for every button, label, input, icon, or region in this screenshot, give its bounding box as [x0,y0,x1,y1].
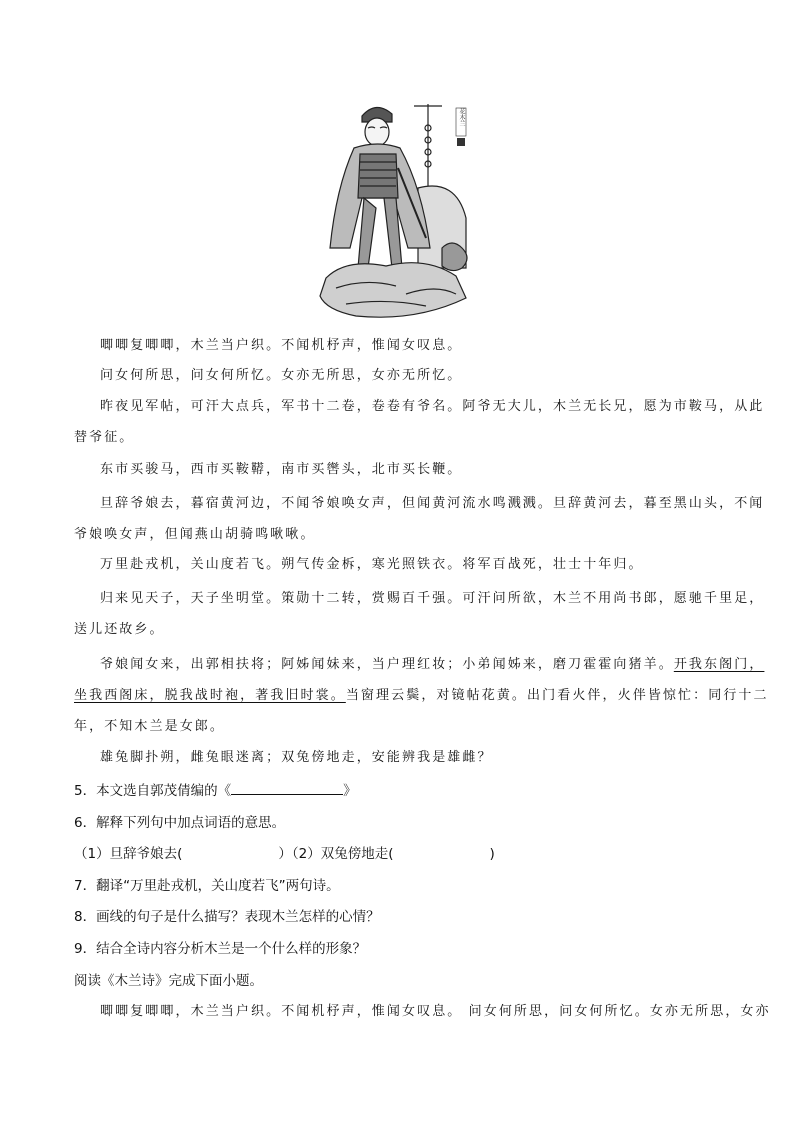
poem-line: 年，不知木兰是女郎。 [74,719,226,734]
question-6: 6．解释下列句中加点词语的意思。 [74,815,286,831]
question-5-suffix: 》 [343,783,357,799]
poem-text: 爷娘闻女来，出郭相扶将；阿姊闻妹来，当户理红妆；小弟闻姊来，磨刀霍霍向猪羊。 [100,657,674,672]
poem-line: 替爷征。 [74,430,135,445]
poem-line: 旦辞爷娘去，暮宿黄河边，不闻爷娘唤女声，但闻黄河流水鸣溅溅。旦辞黄河去，暮至黑山头，不闻 [100,496,765,511]
section-intro: 阅读《木兰诗》完成下面小题。 [74,973,263,989]
poem-line: 雄兔脚扑朔，雌兔眼迷离；双兔傍地走，安能辨我是雄雌？ [100,750,493,765]
question-6-part-1: （1）旦辞爷娘去( [74,846,183,862]
poem-line: 爷娘唤女声，但闻燕山胡骑鸣啾啾。 [74,527,316,542]
underlined-sentence: 坐我西阁床，脱我战时袍，著我旧时裳。 [74,688,346,703]
poem-line: 昨夜见军帖，可汗大点兵，军书十二卷，卷卷有爷名。阿爷无大儿，木兰无长兄，愿为市鞍马，从此 [100,399,765,414]
poem-line: 唧唧复唧唧，木兰当户织。不闻机杼声，惟闻女叹息。 问女何所思，问女何所忆。女亦无所思，女亦 [100,1004,771,1019]
poem-line: 东市买骏马，西市买鞍鞯，南市买辔头，北市买长鞭。 [100,462,463,477]
poem-text: 当窗理云鬓，对镜帖花黄。出门看火伴，火伴皆惊忙：同行十二 [345,688,769,703]
question-6-parts [74,845,495,863]
answer-blank[interactable] [231,782,343,795]
illustration-caption: 花木兰 [458,108,465,126]
question-6-close: ) [489,846,495,862]
poem-line: 送儿还故乡。 [74,622,165,637]
question-7: 7．翻译“万里赴戎机，关山度若飞”两句诗。 [74,878,340,894]
question-6-part-2: ）（2）双兔傍地走( [278,846,394,862]
poem-line [100,657,764,673]
poem-line: 问女何所思，问女何所忆。女亦无所思，女亦无所忆。 [100,368,463,383]
underlined-sentence: 开我东阁门， [673,657,765,672]
question-5-text: 5．本文选自郭茂倩编的《 [74,783,232,799]
poem-line [74,688,769,704]
question-5 [74,782,357,800]
poem-line: 归来见天子，天子坐明堂。策勋十二转，赏赐百千强。可汗问所欲，木兰不用尚书郎，愿驰千里足， [100,591,765,606]
mulan-illustration [306,98,478,324]
poem-line: 万里赴戎机，关山度若飞。朔气传金柝，寒光照铁衣。将军百战死，壮士十年归。 [100,557,644,572]
question-8: 8．画线的句子是什么描写？表现木兰怎样的心情？ [74,909,380,925]
question-9: 9．结合全诗内容分析木兰是一个什么样的形象？ [74,941,367,957]
poem-line: 唧唧复唧唧，木兰当户织。不闻机杼声，惟闻女叹息。 [100,338,463,353]
